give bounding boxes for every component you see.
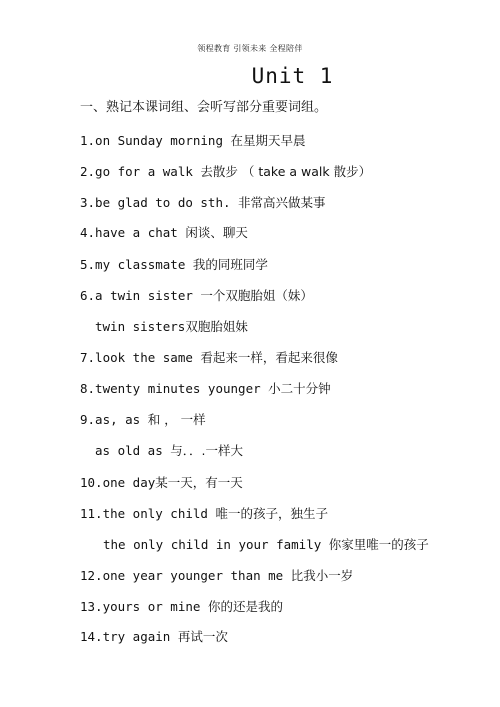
phrase-line	[80, 627, 228, 645]
phrase-english: 7.look the same	[80, 350, 201, 365]
phrase-chinese: 再试一次	[177, 629, 228, 644]
phrase-chinese: 你的还是我的	[207, 599, 283, 614]
phrase-chinese: 和 ， 一样	[147, 412, 206, 427]
phrase-line	[80, 286, 313, 304]
phrase-english: 3.be glad to do sth.	[80, 195, 239, 210]
phrase-line	[80, 410, 206, 428]
phrase-chinese: 比我小一岁	[290, 568, 354, 583]
phrase-english: 9.as, as	[80, 412, 148, 427]
phrase-subline	[95, 317, 248, 335]
phrase-chinese: 你家里唯一的孩子	[328, 537, 429, 552]
phrase-chinese: 某一天，有一天	[155, 475, 243, 490]
phrase-english: 11.the only child	[80, 506, 216, 521]
phrase-line	[80, 597, 283, 615]
page-header: 领程教育 引领未来 全程陪伴	[197, 44, 303, 53]
phrase-english: 14.try again	[80, 629, 178, 644]
phrase-english: 13.yours or mine	[80, 599, 208, 614]
phrase-english: 12.one year younger than me	[80, 568, 291, 583]
phrase-line	[80, 348, 338, 366]
phrase-chinese: 去散步 （ take a walk 散步）	[200, 164, 372, 179]
phrase-line	[80, 223, 248, 241]
phrase-chinese: 与．．.一样大	[170, 443, 243, 458]
phrase-chinese: 一个双胞胎姐（妹）	[200, 288, 313, 303]
phrase-english: 8.twenty minutes younger	[80, 381, 269, 396]
phrase-english: as old as	[95, 443, 171, 458]
phrase-chinese: 闲谈、聊天	[185, 225, 248, 240]
phrase-english: 10.one day	[80, 475, 156, 490]
phrase-english: 2.go for a walk	[80, 164, 201, 179]
phrase-english: 1.on Sunday morning	[80, 133, 231, 148]
phrase-line	[80, 193, 326, 211]
phrase-subline	[95, 441, 243, 459]
phrase-english: 6.a twin sister	[80, 288, 201, 303]
phrase-line	[80, 131, 306, 149]
phrase-line	[80, 162, 371, 180]
phrase-english: 5.my classmate	[80, 257, 193, 272]
phrase-chinese: 我的同班同学	[192, 257, 268, 272]
title-text: Unit 1	[251, 64, 334, 88]
phrase-line	[80, 379, 331, 397]
phrase-chinese: 双胞胎姐妹	[185, 319, 248, 334]
phrase-chinese: 在星期天早晨	[230, 133, 306, 148]
phrase-chinese: 唯一的孩子，独生子	[215, 506, 328, 521]
phrase-chinese: 非常高兴做某事	[238, 195, 326, 210]
phrase-english: twin sisters	[95, 319, 186, 334]
phrase-subline	[103, 535, 429, 553]
phrase-line	[80, 504, 328, 522]
phrase-english: 4.have a chat	[80, 225, 186, 240]
phrase-line	[80, 473, 243, 491]
section-heading: 一、熟记本课词组、会听写部分重要词组。	[80, 100, 328, 115]
phrase-english: the only child in your family	[103, 537, 329, 552]
phrase-line	[80, 255, 268, 273]
page-title	[0, 64, 500, 88]
phrase-chinese: 小二十分钟	[268, 381, 331, 396]
phrase-line	[80, 566, 353, 584]
phrase-chinese: 看起来一样，看起来很像	[200, 350, 338, 365]
